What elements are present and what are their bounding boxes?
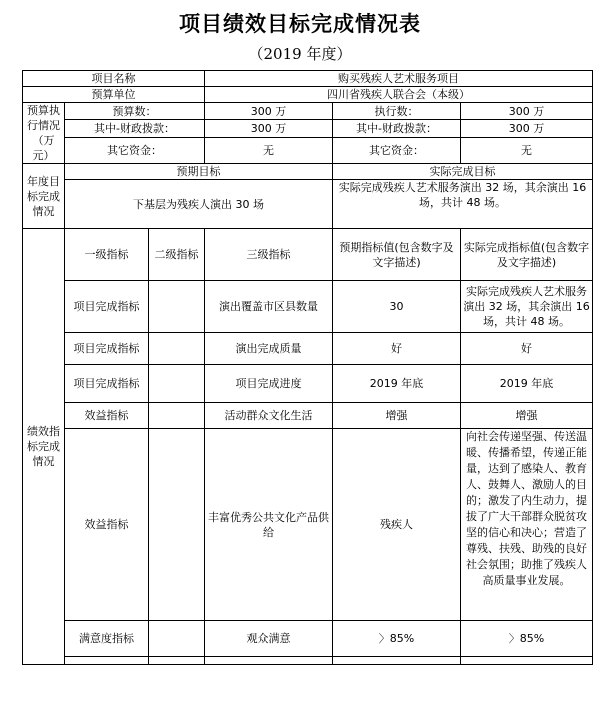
row-level2	[149, 621, 205, 657]
fiscal-exec-label: 其中-财政拨款：	[333, 120, 461, 137]
header-level2: 二级指标	[149, 229, 205, 281]
planned-goal-text: 下基层为残疾人演出 30 场	[65, 180, 333, 229]
other-funds-row	[23, 137, 593, 163]
project-name-label: 项目名称	[23, 71, 205, 87]
row-level1: 项目完成指标	[65, 365, 149, 403]
fiscal-exec-value: 300 万	[461, 120, 593, 137]
row-level3: 演出覆盖市区县数量	[205, 281, 333, 333]
row-level2	[149, 403, 205, 429]
row-expected: 30	[333, 281, 461, 333]
other-exec-label: 其它资金：	[333, 137, 461, 163]
fiscal-budget-label: 其中-财政拨款：	[65, 120, 205, 137]
table-row	[23, 281, 593, 333]
header-level3: 三级指标	[205, 229, 333, 281]
budget-amount-label: 预算数：	[65, 103, 205, 120]
row-expected: 好	[333, 333, 461, 365]
other-budget-value: 无	[205, 137, 333, 163]
table-row	[23, 429, 593, 621]
row-level1: 项目完成指标	[65, 333, 149, 365]
row-actual: 2019 年底	[461, 365, 593, 403]
other-exec-value: 无	[461, 137, 593, 163]
exec-amount-label: 执行数：	[333, 103, 461, 120]
row-level1: 满意度指标	[65, 621, 149, 657]
budget-unit-label: 预算单位	[23, 87, 205, 103]
table-row-blank	[23, 657, 593, 665]
row-actual: 〉85%	[461, 621, 593, 657]
row-level2	[149, 429, 205, 621]
row-actual: 好	[461, 333, 593, 365]
budget-unit-value: 四川省残疾人联合会（本级）	[205, 87, 593, 103]
budget-amount-value: 300 万	[205, 103, 333, 120]
row-expected: 〉85%	[333, 621, 461, 657]
annual-side-label: 年度目标完成情况	[23, 164, 65, 229]
planned-goal-header: 预期目标	[65, 164, 333, 180]
budget-unit-row	[23, 87, 593, 103]
row-actual: 向社会传递坚强、传送温暖、传播希望，传递正能量，达到了感染人、教育人、鼓舞人、激励人的目的；激发了内生动力，提拔了广大干部群众脱贫攻坚的信心和决心；营造了尊残、扶残、助残的良好社会氛围；助推了残疾人高质量事业发展。	[461, 429, 593, 621]
project-name-value: 购买残疾人艺术服务项目	[205, 71, 593, 87]
row-level2	[149, 281, 205, 333]
row-level3: 观众满意	[205, 621, 333, 657]
table-row	[23, 333, 593, 365]
indicator-header-row	[23, 229, 593, 281]
header-expected: 预期指标值(包含数字及文字描述)	[333, 229, 461, 281]
project-name-row	[23, 71, 593, 87]
row-level1: 效益指标	[65, 429, 149, 621]
row-level3: 演出完成质量	[205, 333, 333, 365]
row-actual: 增强	[461, 403, 593, 429]
other-budget-label: 其它资金：	[65, 137, 205, 163]
page-title: 项目绩效目标完成情况表	[179, 12, 421, 36]
fiscal-row	[23, 120, 593, 137]
table-row	[23, 403, 593, 429]
exec-amount-value: 300 万	[461, 103, 593, 120]
header-level1: 一级指标	[65, 229, 149, 281]
row-level1: 项目完成指标	[65, 281, 149, 333]
annual-header-row	[23, 164, 593, 180]
table-row	[23, 621, 593, 657]
annual-content-row	[23, 180, 593, 229]
row-level3: 项目完成进度	[205, 365, 333, 403]
row-level3: 丰富优秀公共文化产品供给	[205, 429, 333, 621]
row-level3: 活动群众文化生活	[205, 403, 333, 429]
row-level2	[149, 365, 205, 403]
budget-row	[23, 103, 593, 120]
fiscal-budget-value: 300 万	[205, 120, 333, 137]
row-expected: 残疾人	[333, 429, 461, 621]
page-subtitle: （2019 年度）	[248, 45, 352, 63]
row-level2	[149, 333, 205, 365]
actual-goal-header: 实际完成目标	[333, 164, 593, 180]
performance-table	[22, 70, 593, 665]
actual-goal-text: 实际完成残疾人艺术服务演出 32 场，其余演出 16 场，共计 48 场。	[333, 180, 593, 229]
row-level1: 效益指标	[65, 403, 149, 429]
row-expected: 2019 年底	[333, 365, 461, 403]
performance-side-label: 绩效指标完成情况	[23, 229, 65, 665]
table-row	[23, 365, 593, 403]
budget-side-label: 预算执行情况（万元）	[23, 103, 65, 164]
row-expected: 增强	[333, 403, 461, 429]
row-actual: 实际完成残疾人艺术服务演出 32 场，其余演出 16 场，共计 48 场。	[461, 281, 593, 333]
header-actual: 实际完成指标值(包含数字及文字描述)	[461, 229, 593, 281]
